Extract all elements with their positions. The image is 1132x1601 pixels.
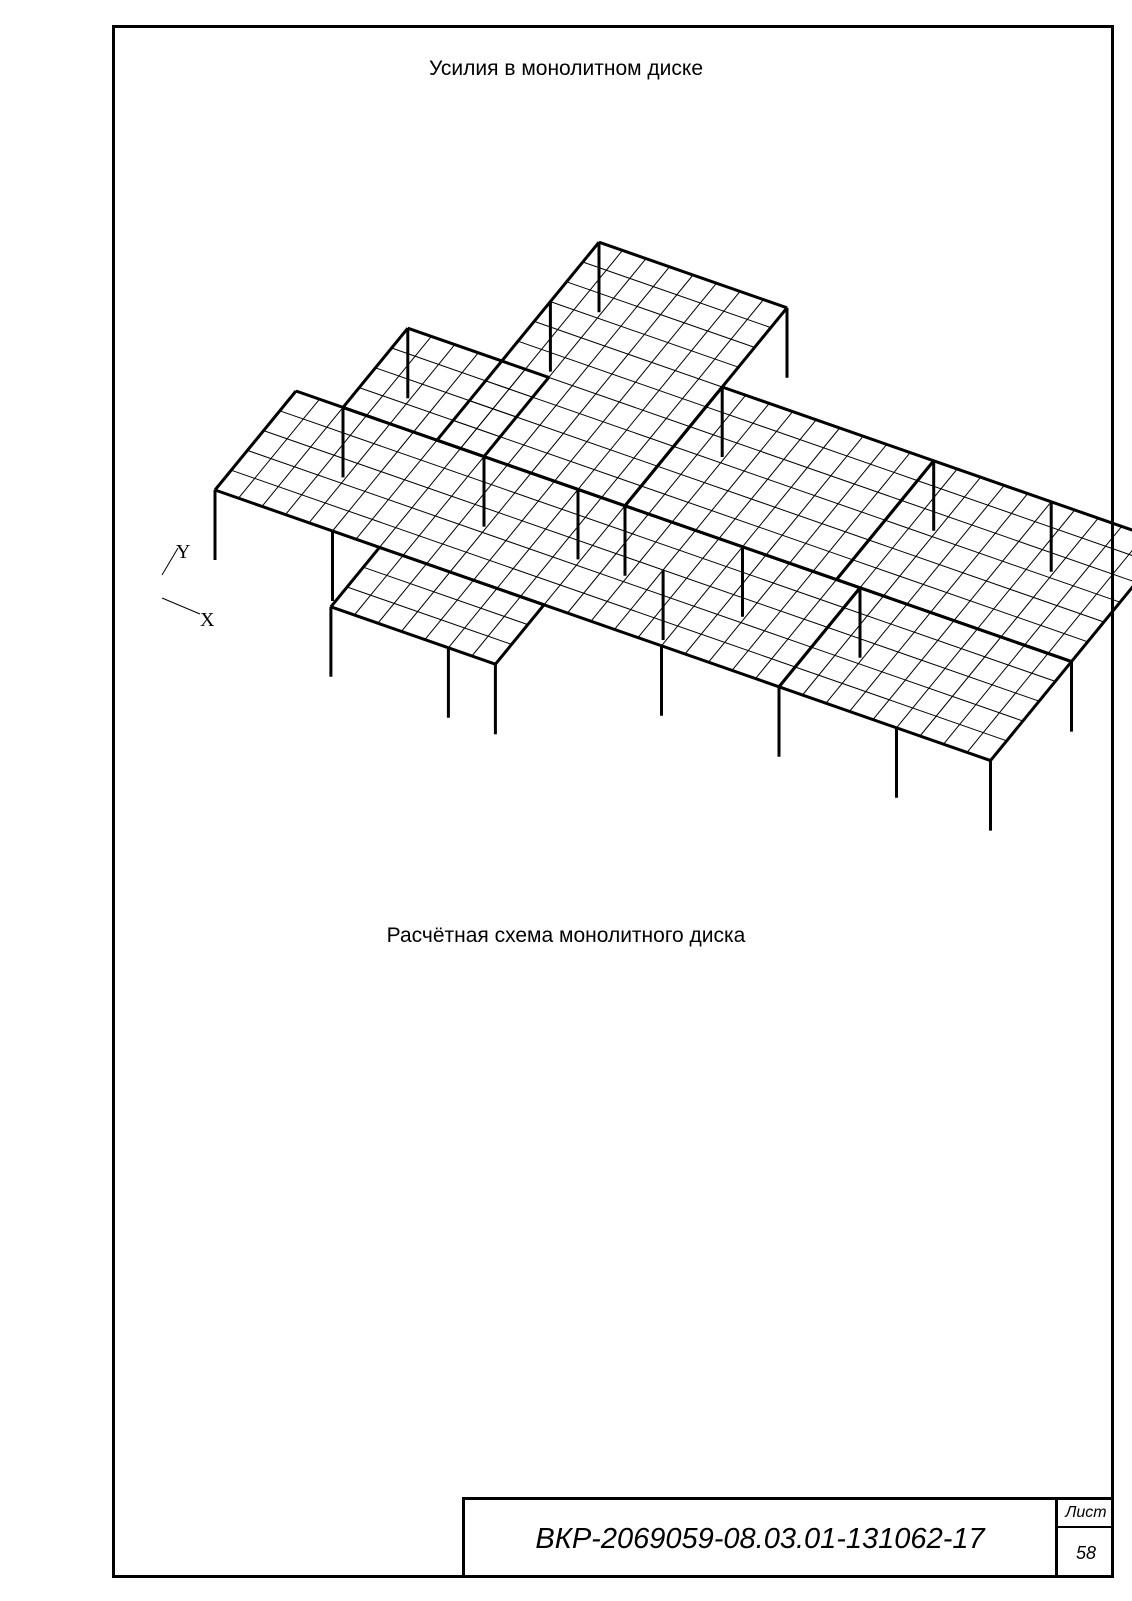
slab-grid-line	[709, 563, 790, 662]
slab-edge-beam	[343, 328, 408, 407]
slab-grid-line	[425, 580, 474, 639]
slab-grid-line	[378, 564, 427, 623]
slab-grid-line	[583, 262, 771, 328]
slab-grid-line	[380, 448, 461, 547]
slab-grid-line	[901, 500, 1132, 582]
slab-grid-line	[474, 481, 555, 580]
slab-grid-line	[448, 588, 497, 647]
slab-grid-line	[638, 539, 719, 638]
slab-grid-line	[591, 522, 672, 621]
slab-grid-line	[885, 520, 1120, 602]
slab-grid-line	[567, 282, 755, 348]
slab-grid-line	[615, 530, 696, 629]
slab-grid-line	[521, 498, 602, 597]
slab-grid-line	[534, 321, 722, 387]
columns	[215, 242, 1132, 830]
slab-grid-line	[309, 424, 390, 523]
slab-grid-line	[486, 381, 674, 447]
slab-grid-line	[347, 587, 512, 644]
slab-grid-line	[662, 547, 743, 646]
slab-grid-line	[873, 621, 954, 720]
heading-forces: Усилия в монолитном диске	[428, 57, 703, 80]
slab-grid-line	[1072, 543, 1132, 662]
axis-indicator	[162, 541, 215, 631]
slab-grid	[215, 242, 1132, 760]
slab-edge-beam	[625, 387, 722, 506]
slab-edge-beam	[599, 242, 787, 308]
slab-grid-line	[286, 416, 367, 515]
slab-grid-line	[568, 514, 649, 613]
slab-edge-beam	[331, 607, 496, 664]
slab-grid-line	[853, 560, 1088, 642]
slab-grid-line	[550, 302, 738, 368]
slab-edge-beam	[380, 547, 545, 604]
slab-grid-line	[944, 645, 1025, 744]
slab-edge-beam	[779, 588, 860, 687]
document-code: ВКР-2069059-08.03.01-131062-17	[535, 1522, 985, 1555]
sheet-number: 58	[1075, 1543, 1097, 1563]
sheet-cell	[1055, 1500, 1114, 1578]
slab-grid-line	[826, 604, 907, 703]
slab-grid-line	[920, 637, 1001, 736]
slab-grid-line	[403, 457, 484, 556]
heading-scheme: Расчётная схема монолитного диска	[386, 924, 746, 947]
slab-edge-beam	[495, 605, 544, 664]
slab-grid-line	[897, 629, 978, 728]
slab-edge-beam	[408, 328, 549, 377]
slab-grid-line	[401, 572, 450, 631]
slab-grid-line	[685, 555, 766, 654]
slab-grid-line	[427, 465, 508, 564]
slab-grid-line	[262, 407, 343, 506]
title-block	[462, 1497, 1114, 1578]
slab-grid-line	[354, 556, 403, 615]
sheet-label: Лист	[1058, 1500, 1114, 1528]
slab-grid-line	[356, 440, 437, 539]
slab-edge-beam	[331, 547, 380, 606]
slab-edge-beam	[1072, 543, 1132, 662]
slab-grid-line	[497, 489, 578, 588]
beams	[215, 242, 1132, 760]
slab-grid-line	[850, 612, 931, 711]
slab-grid-line	[934, 461, 1132, 543]
axis-y-label: Y	[176, 541, 191, 563]
slab-grid-line	[472, 597, 521, 656]
slab-edge-beam	[437, 242, 599, 440]
slab-edge-beam	[837, 461, 934, 580]
slab-grid-line	[732, 571, 813, 670]
slab-grid-line	[453, 420, 641, 486]
slab-edge-beam	[484, 377, 549, 456]
slab-grid-line	[280, 411, 844, 608]
slab-grid-line	[544, 506, 625, 605]
slab-grid-line	[363, 567, 528, 624]
slab-grid-line	[869, 540, 1104, 622]
slab-grid-line	[231, 470, 795, 667]
slab-grid-line	[450, 473, 531, 572]
slab-edge-beam	[934, 461, 1132, 543]
slab-grid-line	[1048, 535, 1132, 654]
axis-x-label: X	[200, 609, 215, 631]
slab-grid-line	[518, 341, 706, 407]
slab-grid-line	[469, 401, 657, 467]
slab-grid-line	[333, 432, 414, 531]
slab-edge-beam	[991, 662, 1072, 761]
slab-edge-beam	[437, 440, 625, 506]
slab-edge-beam	[215, 391, 296, 490]
